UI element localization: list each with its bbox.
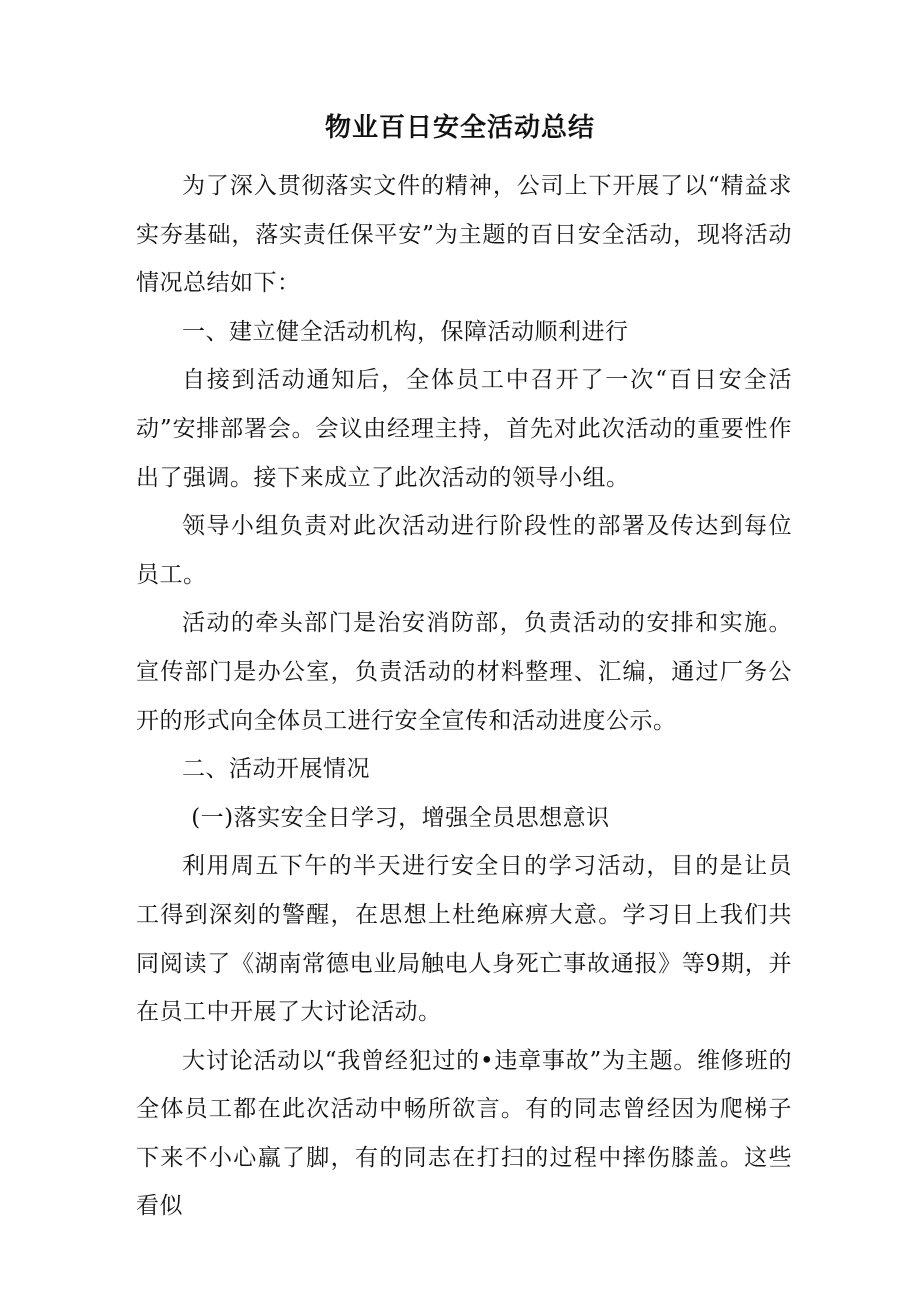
section-heading-1: 一、建立健全活动机构，保障活动顺利进行 [182, 318, 629, 345]
intro-paragraph: 为了深入贯彻落实文件的精神，公司上下开展了以“精益求实夯基础，落实责任保平安”为主题的百日安全活动，现将活动情况总结如下： [136, 173, 792, 297]
body-paragraph: 活动的牵头部门是治安消防部，负责活动的安排和实施。宣传部门是办公室，负责活动的材料整理、汇编，通过厂务公开的形式向全体员工进行安全宣传和活动进度公示。 [136, 610, 792, 734]
body-paragraph: 领导小组负责对此次活动进行阶段性的部署及传达到每位员工。 [136, 513, 792, 588]
section-heading-2: 二、活动开展情况 [182, 756, 370, 783]
body-paragraph: 自接到活动通知后，全体员工中召开了一次“百日安全活动”安排部署会。会议由经理主持，首先对此次活动的重要性作出了强调。接下来成立了此次活动的领导小组。 [136, 367, 792, 491]
document-body [136, 162, 792, 1231]
document-title: 物业百日安全活动总结 [324, 113, 595, 143]
body-paragraph: 大讨论活动以“我曾经犯过的•违章事故”为主题。维修班的全体员工都在此次活动中畅所欲言。有的同志曾经因为爬梯子下来不小心羸了脚，有的同志在打扫的过程中摔伤膝盖。这些看似 [136, 1047, 792, 1220]
subsection-heading-1: (一)落实安全日学习，增强全员思想意识 [191, 804, 610, 831]
body-paragraph: 利用周五下午的半天进行安全日的学习活动，目的是让员工得到深刻的警醒，在思想上杜绝麻痹大意。学习日上我们共同阅读了《湖南常德电业局触电人身死亡事故通报》等9期，并在员工中开展了大讨论活动。 [136, 853, 792, 1026]
